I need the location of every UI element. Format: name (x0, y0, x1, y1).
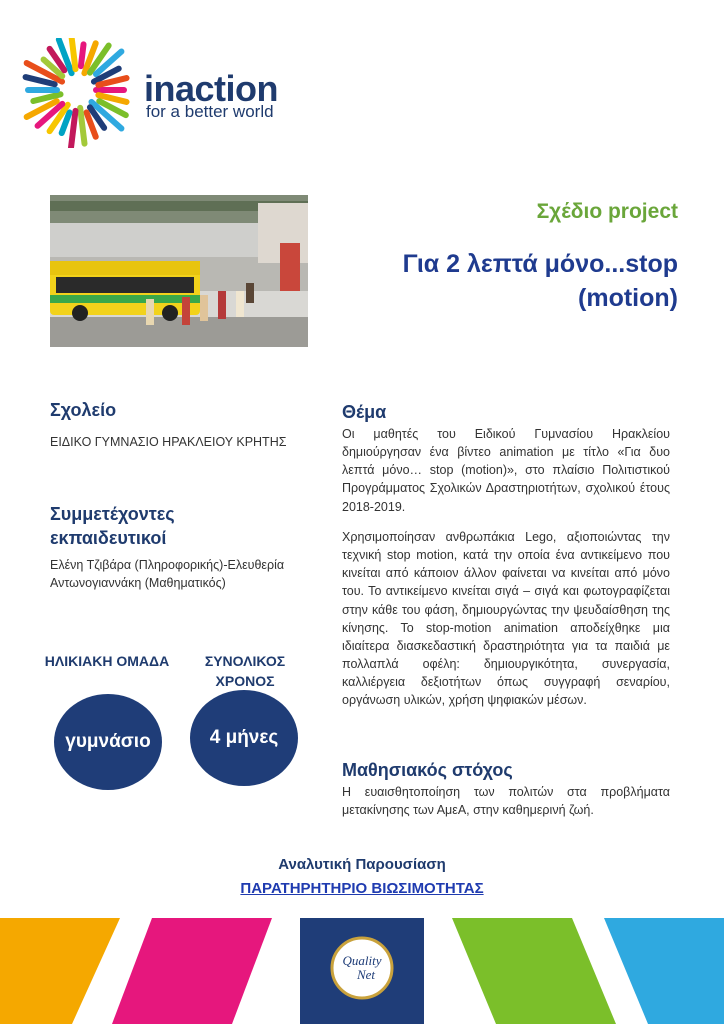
footer-stripe-green (452, 918, 616, 1024)
project-type-label: Σχέδιο project (536, 200, 678, 223)
project-title: Για 2 λεπτά μόνο...stop (motion) (402, 250, 678, 312)
badge-text-1: Quality (342, 953, 382, 968)
age-group-badge (54, 694, 162, 790)
theme-paragraph-2: Χρησιμοποίησαν ανθρωπάκια Lego, αξιοποιώντας την τεχνική stop motion, κατά την οποία ένα αντικείμενο που κινείται από κάποιον άλλον φαίνεται να κινείται από μόνο του. Το αντικείμενο κινείται σιγά – σιγά και φωτογραφίζεται στην κάθε του φάση, δημιουργώντας την ψευδαίσθηση της κίνησης. Το stop-motion animation αποδείχθηκε μια ιδιαίτερα διασκεδαστική δραστηριότητα για τα παιδιά με πολλαπλά οφέλη: δημιουργικότητα, συνεργασία, καλλιέργεια δεξιοτήτων όπως συγγραφή σεναρίου, οργάνωση υλικών, χρήση ψηφιακών μέσων. (342, 530, 670, 708)
school-name: ΕΙΔΙΚΟ ΓΥΜΝΑΣΙΟ ΗΡΑΚΛΕΙΟΥ ΚΡΗΤΗΣ (50, 435, 287, 449)
footer-stripe-orange (0, 918, 120, 1024)
logo-ray (71, 38, 75, 69)
teachers-names: Ελένη Τζιβάρα (Πληροφορικής)-Ελευθερία Αντωνογιαννάκη (Μαθηματικός) (50, 558, 285, 591)
analysis-label: Αναλυτική Παρουσίαση (278, 856, 446, 873)
school-heading: Σχολείο (50, 400, 117, 420)
age-group-label: ΗΛΙΚΙΑΚΗ ΟΜΑΔΑ (44, 653, 170, 669)
observatory-link[interactable]: ΠΑΡΑΤΗΡΗΤΗΡΙΟ ΒΙΩΣΙΜΟΤΗΤΑΣ (240, 880, 484, 897)
footer-stripes (0, 918, 724, 1024)
theme-paragraph-1: Οι μαθητές του Ειδικού Γυμνασίου Ηρακλείου δημιούργησαν ένα βίντεο animation με τίτλο «Για δυο λεπτά μόνο… stop (motion)», στο πλαίσιο Πολιτιστικού Προγράμματος Σχολικών Δραστηριοτήτων, σχολικού έτους 2018-2019. (342, 427, 670, 514)
theme-heading: Θέμα (342, 402, 387, 422)
badge-text-2: Net (356, 967, 376, 982)
duration-value: 4 μήνες (209, 727, 279, 748)
lego-bus-photo (50, 195, 308, 347)
logo-wordmark: inaction (144, 68, 279, 109)
logo-ray (81, 44, 84, 66)
footer-stripe-pink (112, 918, 272, 1024)
logo-tagline: for a better world (146, 102, 274, 121)
logo-ray (71, 111, 75, 148)
goal-heading: Μαθησιακός στόχος (342, 760, 513, 780)
footer-stripe-blue (604, 918, 724, 1024)
teachers-heading: Συμμετέχοντες εκπαιδευτικοί (50, 504, 175, 549)
goal-text: Η ευαισθητοποίηση των πολιτών στα προβλήματα μετακίνησης των ΑμεΑ, στην καθημερινή ζωή. (342, 785, 670, 818)
duration-label: ΣΥΝΟΛΙΚΟΣ ΧΡΟΝΟΣ (204, 653, 286, 689)
duration-badge (190, 690, 298, 786)
age-group-value: γυμνάσιο (65, 731, 151, 752)
